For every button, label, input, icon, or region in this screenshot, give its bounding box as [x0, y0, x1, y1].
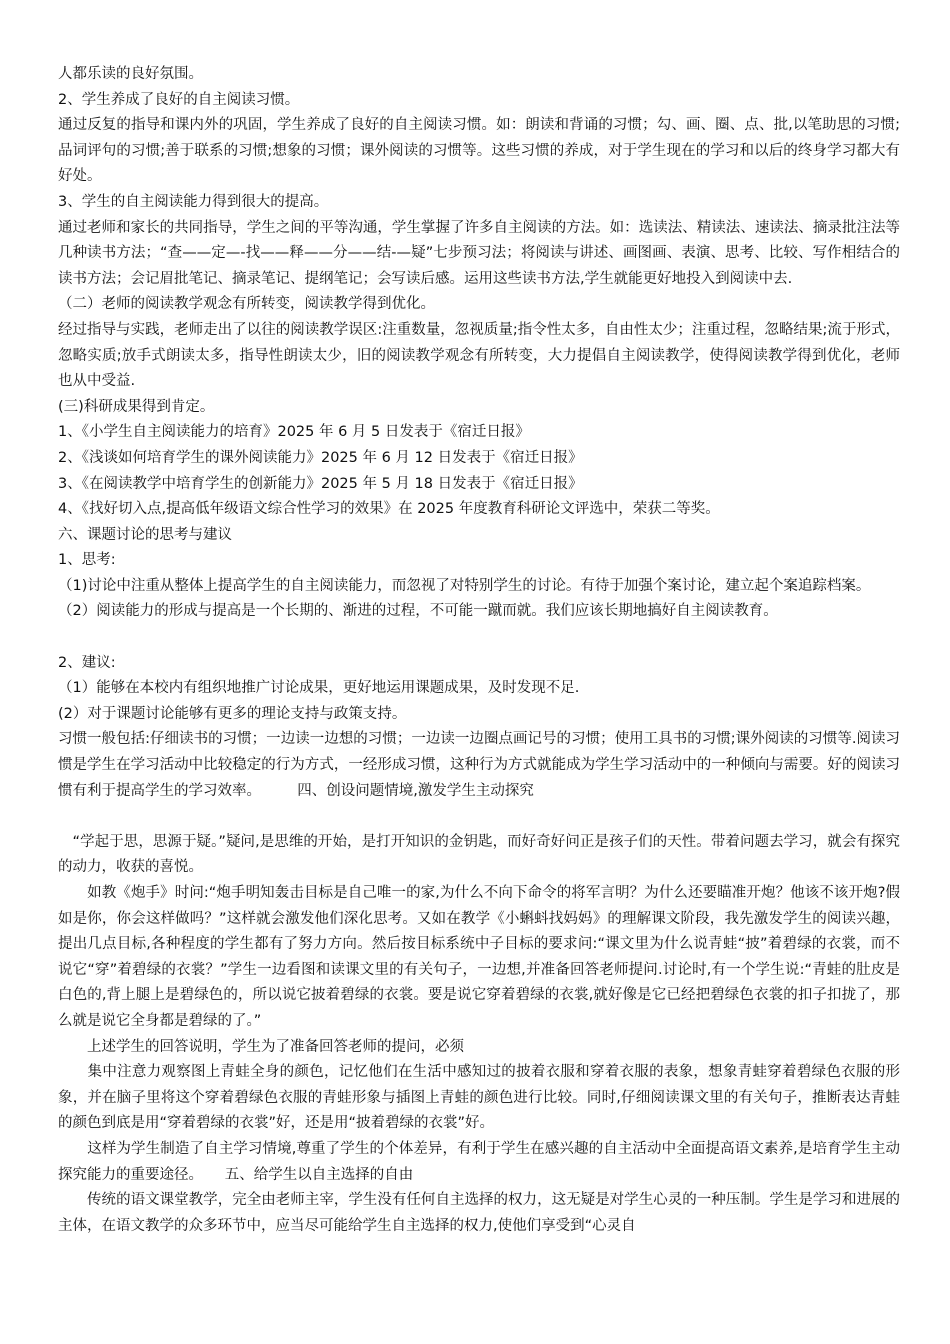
blank-line [58, 625, 900, 651]
list-item: （1）能够在本校内有组织地推广讨论成果，更好地运用课题成果，及时发现不足. [58, 680, 580, 697]
paragraph: 传统的语文课堂教学，完全由老师主宰，学生没有任何自主选择的权力，这无疑是对学生心灵的一种压制。学生是学习和进展的主体，在语文教学的众多环节中，应当尽可能给学生自主选择的权力,使他们享受到“心灵自 [58, 1192, 900, 1234]
paragraph: “学起于思，思源于疑。”疑问,是思维的开始，是打开知识的金钥匙，而好奇好问正是孩子们的天性。带着问题去学习，就会有探究的动力，收获的喜悦。 [58, 833, 900, 876]
paragraph: 人都乐读的良好氛围。 [58, 66, 203, 82]
section-heading: 1、思考: [58, 552, 116, 569]
section-heading: 2、学生养成了良好的自主阅读习惯。 [58, 91, 300, 108]
section-heading: 3、学生的自主阅读能力得到很大的提高。 [58, 193, 329, 210]
paragraph: 集中注意力观察图上青蛙全身的颜色，记忆他们在生活中感知过的披着衣服和穿着衣服的表象，想象青蛙穿着碧绿色衣服的形象，并在脑子里将这个穿着碧绿色衣服的青蛙形象与插图上青蛙的颜色进行比较。同时,仔细阅读课文里的有关句子，推断表达青蛙的颜色到底是用“穿着碧绿的衣裳”好，还是用“披着碧绿的衣裳”好。 [58, 1064, 900, 1132]
blank-line [58, 804, 900, 830]
section-heading: 六、课题讨论的思考与建议 [58, 526, 232, 543]
paragraph: 通过老师和家长的共同指导，学生之间的平等沟通，学生掌握了许多自主阅读的方法。如：选读法、精读法、速读法、摘录批注法等几种读书方法；“查——定—-找——释——分——结-—疑”七步预习法；将阅读与讲述、画图画、表演、思考、比较、写作相结合的读书方法；会记眉批笔记、摘录笔记、提纲笔记；会写读后感。运用这些读书方法,学生就能更好地投入到阅读中去. [58, 219, 900, 287]
list-item: 3、《在阅读教学中培育学生的创新能力》2025 年 5 月 18 日发表于《宿迁日报》 [58, 475, 583, 492]
paragraph: 习惯一般包括:仔细读书的习惯；一边读一边想的习惯；一边读一边圈点画记号的习惯；使用工具书的习惯;课外阅读的习惯等.阅读习惯是学生在学习活动中比较稳定的行为方式，一经形成习惯，这种行为方式就能成为学生学习活动中的一种倾向与需要。好的阅读习惯有利于提高学生的学习效率。 四、创设问题情境,激发学生主动探究 [58, 731, 900, 799]
section-heading: 2、建议: [58, 654, 116, 671]
list-item: （1)讨论中注重从整体上提高学生的自主阅读能力，而忽视了对特别学生的讨论。有待于加强个案讨论，建立起个案追踪档案。 [58, 577, 871, 594]
list-item: 2、《浅谈如何培育学生的课外阅读能力》2025 年 6 月 12 日发表于《宿迁日报》 [58, 449, 583, 466]
list-item: （2）阅读能力的形成与提高是一个长期的、渐进的过程，不可能一蹴而就。我们应该长期地搞好自主阅读教育。 [58, 603, 778, 620]
list-item: (2）对于课题讨论能够有更多的理论支持与政策支持。 [58, 705, 407, 722]
section-heading: （二）老师的阅读教学观念有所转变，阅读教学得到优化。 [58, 296, 435, 313]
list-item: 4、《找好切入点,提高低年级语文综合性学习的效果》在 2025 年度教育科研论文评选中，荣获二等奖。 [58, 501, 720, 518]
paragraph: 这样为学生制造了自主学习情境,尊重了学生的个体差异，有利于学生在感兴趣的自主活动中全面提高语文素养,是培育学生主动探究能力的重要途径。 五、给学生以自主选择的自由 [58, 1140, 900, 1183]
section-heading: (三)科研成果得到肯定。 [58, 398, 215, 415]
paragraph: 经过指导与实践，老师走出了以往的阅读教学误区:注重数量，忽视质量;指令性太多，自由性太少；注重过程，忽略结果;流于形式，忽略实质;放手式朗读太多，指导性朗读太少，旧的阅读教学观念有所转变，大力提倡自主阅读教学，使得阅读教学得到优化，老师也从中受益. [58, 321, 900, 390]
paragraph: 通过反复的指导和课内外的巩固，学生养成了良好的自主阅读习惯。如：朗读和背诵的习惯；勾、画、圈、点、批,以笔助思的习惯;品词评句的习惯;善于联系的习惯;想象的习惯；课外阅读的习惯等。这些习惯的养成，对于学生现在的学习和以后的终身学习都大有好处。 [58, 117, 900, 185]
document-body [58, 62, 900, 1239]
paragraph: 如教《炮手》时问:“炮手明知轰击目标是自己唯一的家,为什么不向下命令的将军言明？为什么还要瞄准开炮？他该不该开炮?假如是你，你会这样做吗？”这样就会激发他们深化思考。又如在教学《小蝌蚪找妈妈》的理解课文阶段，我先激发学生的阅读兴趣，提出几点目标,各种程度的学生都有了努力方向。然后按目标系统中子目标的要求问:“课文里为什么说青蛙“披”着碧绿的衣裳，而不说它“穿”着碧绿的衣裳？”学生一边看图和读课文里的有关句子，一边想,并准备回答老师提问.讨论时,有一个学生说:“青蛙的肚皮是白色的,背上腿上是碧绿色的，所以说它披着碧绿的衣裳。要是说它穿着碧绿的衣裳,就好像是它已经把碧绿色衣裳的扣子扣拢了，那么就是说它全身都是碧绿的了。” [58, 885, 900, 1029]
paragraph: 上述学生的回答说明，学生为了准备回答老师的提问，必须 [58, 1038, 464, 1055]
list-item: 1、《小学生自主阅读能力的培育》2025 年 6 月 5 日发表于《宿迁日报》 [58, 424, 530, 441]
